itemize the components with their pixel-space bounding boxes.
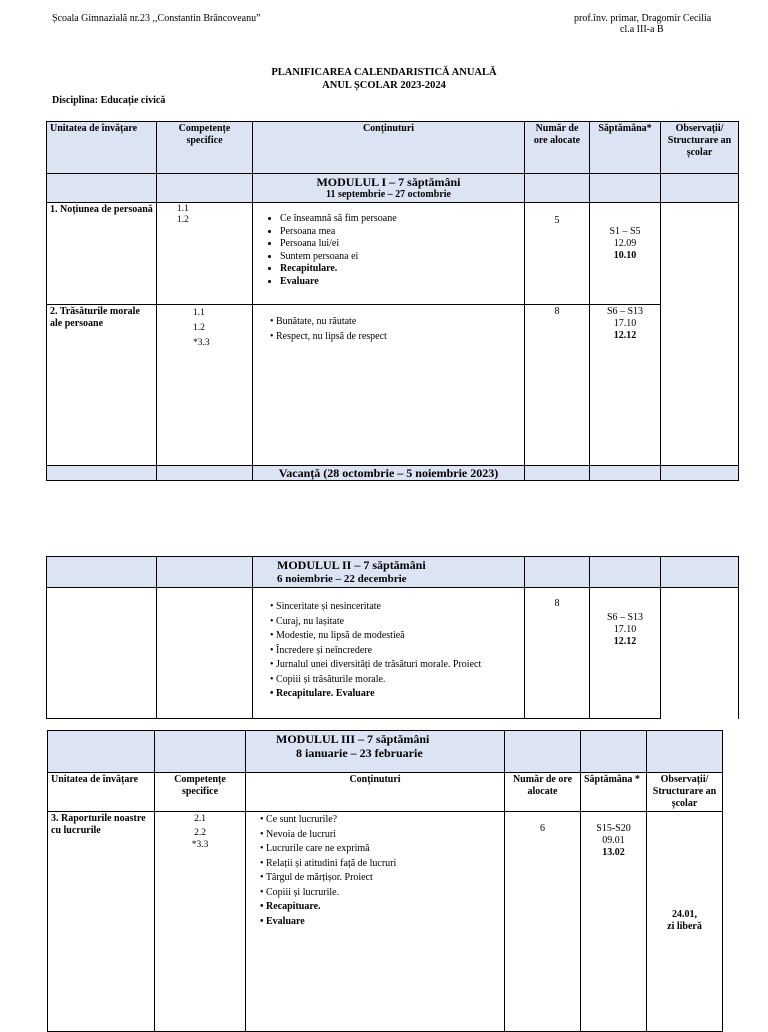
unit-2-hours: 8: [525, 305, 590, 466]
module-2-dates: 6 noiembrie – 22 decembrie: [277, 573, 407, 585]
list-item: • Evaluare: [280, 276, 521, 289]
module-1-dates: 11 septembrie – 27 octombrie: [326, 189, 451, 200]
discipline-label: Disciplina: Educație civică: [52, 95, 166, 106]
list-item: • Ce sunt lucrurile?: [260, 813, 501, 828]
module-2-hours: 8: [525, 588, 590, 719]
list-item: • Recapitulare. Evaluare: [270, 687, 521, 702]
col-header-unit: Unitatea de învățare: [48, 773, 155, 812]
module-2-end: 12.12: [613, 636, 637, 647]
module-2-start: 17.10: [613, 624, 637, 635]
col-header-contents: Conținuturi: [246, 773, 505, 812]
module-3-table: [47, 730, 723, 1032]
observation-date: 24.01,: [672, 909, 697, 920]
list-item: • Suntem persoana ei: [280, 251, 521, 264]
module-2-title: MODULUL II – 7 săptămâni: [277, 558, 426, 572]
teacher-name: prof.înv. primar, Dragomir Cecilia: [574, 13, 712, 24]
list-item: • Copiii și lucrurile.: [260, 886, 501, 901]
module-3-title: MODULUL III – 7 săptămâni: [276, 732, 430, 746]
competency-item: *3.3: [193, 338, 210, 348]
module-2-contents: [270, 600, 521, 702]
col-header-contents: Conținuturi: [253, 122, 525, 174]
unit-3-name: 3. Raporturile noastre cu lucrurile: [48, 812, 155, 1032]
list-item: • Curaj, nu lașitate: [270, 615, 521, 630]
list-item: • Jurnalul unei diversități de trăsături morale. Proiect: [270, 658, 521, 673]
col-header-competencies: Competențe specifice: [155, 773, 246, 812]
vacation-label: Vacanță (28 octombrie – 5 noiembrie 2023): [253, 466, 525, 481]
competency-item: 1.2: [193, 323, 205, 333]
col-header-observations: Observații/ Structurare an școlar: [647, 773, 723, 812]
module-1-table: [46, 121, 739, 481]
unit-2-end: 12.12: [613, 330, 637, 341]
unit-1-start: 12.09: [613, 238, 637, 249]
col-header-hours: Număr de ore alocate: [525, 122, 590, 174]
list-item: • Recapitulare.: [280, 263, 521, 276]
col-header-week: Săptămâna *: [581, 773, 647, 812]
module-2-weeks: S6 – S13: [606, 612, 644, 623]
document-title: PLANIFICAREA CALENDARISTICĂ ANUALĂ: [271, 67, 497, 78]
module-2-table: [46, 556, 739, 719]
list-item: • Persoana lui/ei: [280, 238, 521, 251]
unit-3-weeks: S15-S20: [596, 823, 631, 834]
list-item: • Respect, nu lipsă de respect: [270, 330, 521, 345]
list-item: • Evaluare: [260, 915, 501, 930]
list-item: • Ce înseamnă să fim persoane: [280, 213, 521, 226]
unit-2-start: 17.10: [613, 318, 637, 329]
list-item: • Modestie, nu lipsă de modestieă: [270, 629, 521, 644]
list-item: • Bunătate, nu răutate: [270, 315, 521, 330]
col-header-week: Săptămâna*: [590, 122, 661, 174]
col-header-competencies: Competențe specifice: [157, 122, 253, 174]
list-item: • Recapituare.: [260, 900, 501, 915]
col-header-hours: Număr de ore alocate: [505, 773, 581, 812]
unit-1-contents: [256, 213, 521, 288]
col-header-unit: Unitatea de învățare: [47, 122, 157, 174]
unit-3-start: 09.01: [602, 835, 625, 846]
list-item: • Persoana mea: [280, 226, 521, 239]
unit-1-hours: 5: [525, 203, 590, 305]
school-name: Școala Gimnazială nr.23 ,,Constantin Brâncoveanu”: [52, 13, 261, 24]
unit-1-name: 1. Noțiunea de persoană: [47, 203, 157, 305]
list-item: • Încredere și neîncredere: [270, 644, 521, 659]
observation-text: zi liberă: [667, 921, 702, 932]
unit-2-name: 2. Trăsăturile morale ale persoane: [47, 305, 157, 466]
competency-item: 1.1: [177, 204, 189, 214]
list-item: • Nevoia de lucruri: [260, 828, 501, 843]
unit-2-weeks: S6 – S13: [606, 306, 644, 317]
module-3-dates: 8 ianuarie – 23 februarie: [296, 746, 423, 760]
unit-1-weeks: S1 – S5: [609, 226, 641, 237]
competency-item: 1.1: [193, 308, 205, 318]
unit-1-end: 10.10: [613, 250, 637, 261]
module-1-title: MODULUL I – 7 săptămâni: [316, 175, 461, 189]
list-item: • Sinceritate și nesinceritate: [270, 600, 521, 615]
unit-3-end: 13.02: [602, 847, 625, 858]
competency-item: 2.1: [194, 814, 206, 824]
list-item: • Lucrurile care ne exprimă: [260, 842, 501, 857]
col-header-observations: Observații/ Structurare an școlar: [661, 122, 739, 174]
unit-2-contents: [270, 315, 521, 344]
competency-item: 1.2: [177, 215, 189, 225]
competency-item: 2.2: [194, 828, 206, 838]
list-item: • Târgul de mărțișor. Proiect: [260, 871, 501, 886]
competency-item: *3.3: [191, 840, 209, 850]
unit-3-hours: 6: [505, 812, 581, 1032]
unit-3-contents: [260, 813, 501, 929]
list-item: • Copiii și trăsăturile morale.: [270, 673, 521, 688]
document-subtitle: ANUL ȘCOLAR 2023-2024: [322, 80, 446, 91]
list-item: • Relații și atitudini față de lucruri: [260, 857, 501, 872]
class-name: cl.a III-a B: [620, 24, 664, 35]
